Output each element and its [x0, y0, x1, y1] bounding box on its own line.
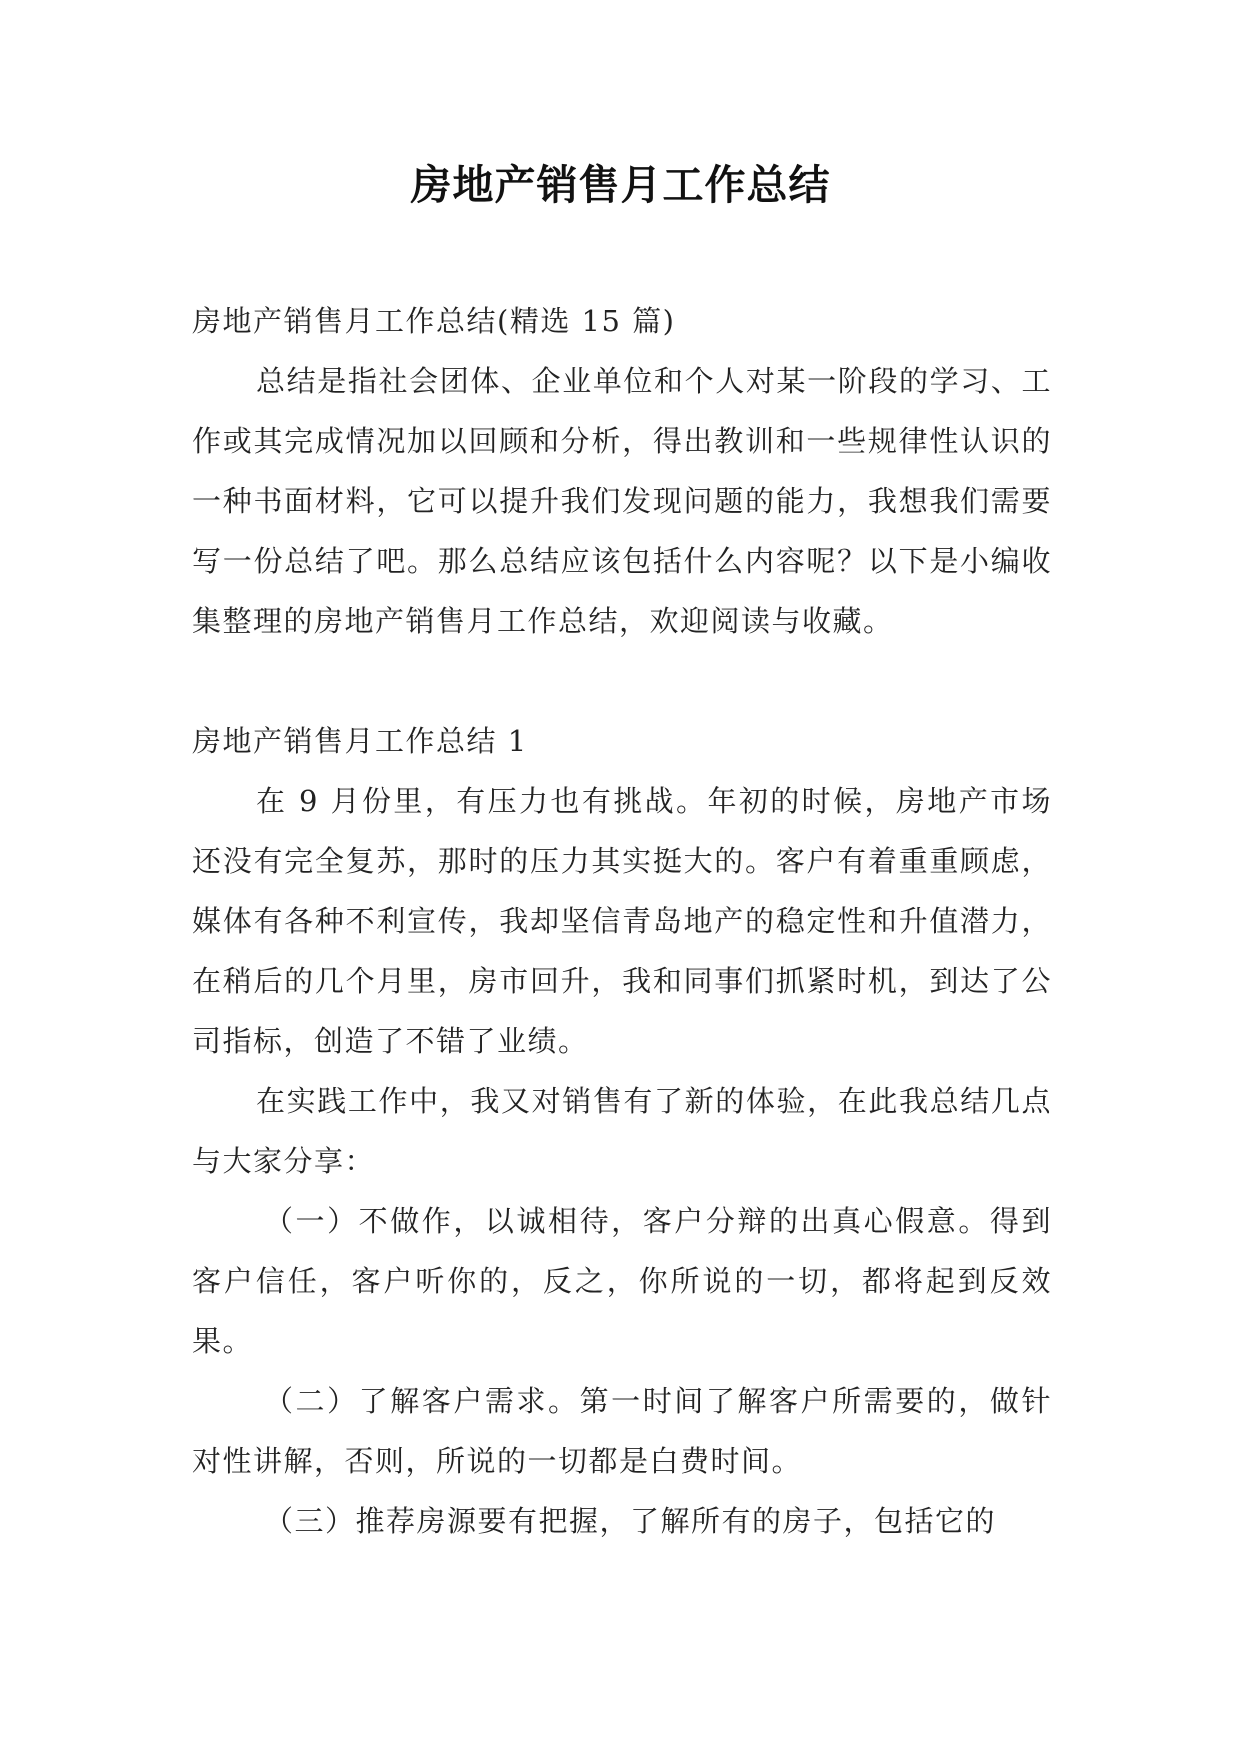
document-title: 房地产销售月工作总结 [410, 161, 831, 209]
intro-paragraph: 总结是指社会团体、企业单位和个人对某一阶段的学习、工作或其完成情况加以回顾和分析，得出教训和一些规律性认识的一种书面材料，它可以提升我们发现问题的能力，我想我们需要写一份总结了吧。那么总结应该包括什么内容呢？以下是小编收集整理的房地产销售月工作总结，欢迎阅读与收藏。 [192, 364, 1052, 638]
list-point: （二）了解客户需求。第一时间了解客户所需要的，做针对性讲解，否则，所说的一切都是白费时间。 [192, 1384, 1052, 1478]
section-heading: 房地产销售月工作总结 1 [192, 724, 528, 758]
document-subtitle: 房地产销售月工作总结(精选 15 篇) [192, 304, 676, 338]
document-body [192, 291, 1052, 1551]
section-spacer [192, 651, 1052, 711]
body-paragraph: 在实践工作中，我又对销售有了新的体验，在此我总结几点与大家分享： [192, 1084, 1052, 1178]
list-point: （一）不做作，以诚相待，客户分辩的出真心假意。得到客户信任，客户听你的，反之，你所说的一切，都将起到反效果。 [192, 1204, 1052, 1358]
list-point: （三）推荐房源要有把握，了解所有的房子，包括它的 [264, 1504, 997, 1538]
body-paragraph: 在 9 月份里，有压力也有挑战。年初的时候，房地产市场还没有完全复苏，那时的压力其实挺大的。客户有着重重顾虑，媒体有各种不利宣传，我却坚信青岛地产的稳定性和升值潜力，在稍后的几个月里，房市回升，我和同事们抓紧时机，到达了公司指标，创造了不错了业绩。 [192, 784, 1052, 1058]
